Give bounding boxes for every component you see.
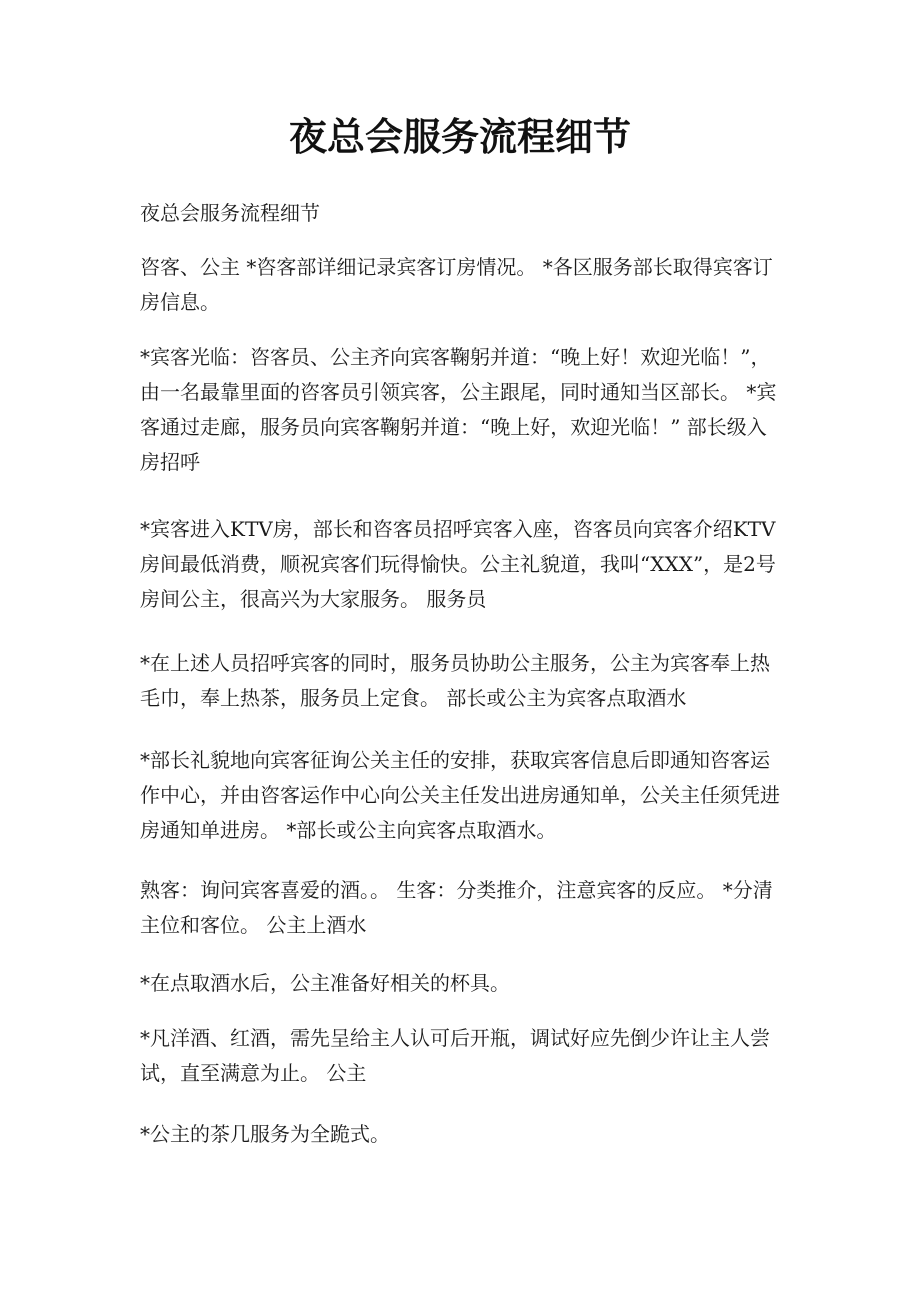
document-title: 夜总会服务流程细节 — [288, 114, 631, 159]
paragraph-waiter-service: *在上述人员招呼宾客的同时，服务员协助公主服务，公主为宾客奉上热毛巾，奉上热茶，服务员上定食。 部长或公主为宾客点取酒水 — [140, 651, 770, 710]
paragraph-enter-ktv-room: *宾客进入KTV房，部长和咨客员招呼宾客入座，咨客员向宾客介绍KTV房间最低消费，顺祝宾客们玩得愉快。公主礼貌道，我叫“XXX”，是2号房间公主，很高兴为大家服务。 服务员 — [140, 517, 776, 611]
paragraph-reception: 咨客、公主 *咨客部详细记录宾客订房情况。 *各区服务部长取得宾客订房信息。 — [140, 255, 773, 314]
paragraph-regular-guests: 熟客：询问宾客喜爱的酒。。 生客：分类推介，注意宾客的反应。 *分清主位和客位。 公主上酒水 — [140, 878, 773, 937]
paragraph-glassware: *在点取酒水后，公主准备好相关的杯具。 — [140, 971, 510, 995]
paragraph-kneeling-service: *公主的茶几服务为全跪式。 — [140, 1122, 390, 1146]
paragraph-guest-arrival: *宾客光临：咨客员、公主齐向宾客鞠躬并道：“晚上好！欢迎光临！”，由一名最靠里面的咨客员引领宾客，公主跟尾，同时通知当区部长。 *宾客通过走廊，服务员向宾客鞠躬并道：“晚上好，欢迎光临！” 部长级入房招呼 — [140, 345, 777, 474]
paragraph-subtitle: 夜总会服务流程细节 — [140, 201, 320, 225]
paragraph-wine-opening: *凡洋酒、红酒，需先呈给主人认可后开瓶，调试好应先倒少许让主人尝试，直至满意为止。 公主 — [140, 1026, 770, 1085]
paragraph-pr-manager: *部长礼貌地向宾客征询公关主任的安排，获取宾客信息后即通知咨客运作中心，并由咨客运作中心向公关主任发出进房通知单，公关主任须凭进房通知单进房。 *部长或公主向宾客点取酒水。 — [140, 748, 780, 842]
